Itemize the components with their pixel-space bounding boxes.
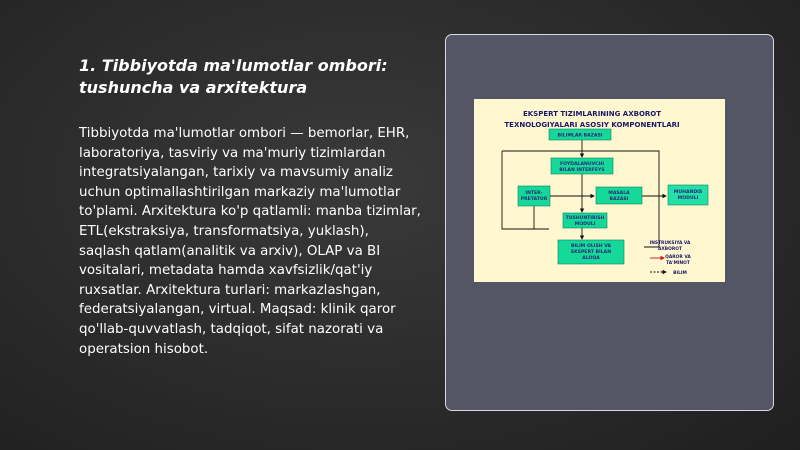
box-knowledge-acquisition-label-2: EKSPERT BILAN: [570, 250, 612, 255]
expert-system-diagram: [474, 99, 725, 282]
slide-title: 1. Tibbiyotda ma'lumotlar ombori: tushuncha va arxitektura: [79, 56, 388, 97]
box-knowledge-acquisition-label-1: BILIM OLISH VA: [570, 244, 612, 249]
diagram-title-line1: EKSPERT TIZIMLARINING AXBOROT: [522, 110, 662, 118]
legend-line-1: INSTRUKSIYA VA: [649, 241, 691, 246]
box-knowledge-base-label: BILIMLAR BAZASI: [557, 133, 603, 139]
box-explanation-module-label-1: TUSHUNTIRISH: [565, 216, 605, 221]
box-engineer-module: [668, 185, 708, 205]
legend-line-2: AXBOROT: [658, 247, 682, 252]
diagram-title-line2: TEXNOLOGIYALARI ASOSIY KOMPONENTLARI: [504, 121, 680, 129]
box-problem-base-label-1: MASALA: [608, 191, 630, 196]
box-user-interface-label-1: FOYDALANUVCHI: [559, 162, 605, 167]
box-user-interface-label-2: BILAN INTERFEYS: [559, 168, 605, 173]
box-knowledge-acquisition-label-3: ALOQA: [582, 256, 600, 261]
box-interpreter-label-1: INTER-: [525, 191, 543, 196]
box-problem-base-label-2: BAZASI: [609, 197, 629, 202]
slide-body-text: Tibbiyotda ma'lumotlar ombori — bemorlar, EHR, laboratoriya, tasviriy va ma'muriy tizimlardan integratsiyalangan, tarixiy va mavsumiy analiz uchun optimallashtirilgan markaziy ma'lumotlar to'plami. Arxitektura ko'p qatlamli: manba tizimlar, ETL(ekstraksiya, transformatsiya, yuklash), saqlash qatlam(analitik va arxiv), OLAP va BI vositalari, metadata hamda xavfsizlik/qat'iy ruxsatlar. Arxitektura turlari: markazlashgan, federatsiyalangan, virtual. Maqsad: klinik qaror qo'llab-quvvatlash, tadqiqot, sifat nazorati va operatsion hisobot.: [79, 126, 421, 357]
legend-line-5: BILIM: [673, 271, 687, 276]
legend-line-3: QAROR VA: [665, 255, 691, 260]
box-engineer-module-label-2: MODULI: [677, 196, 699, 201]
box-interpreter-label-2: PRETATOR: [520, 197, 548, 202]
legend-line-4: TA'MINOT: [666, 261, 690, 266]
box-engineer-module-label-1: MUHANDIS: [673, 190, 703, 195]
box-interpreter: [518, 186, 550, 206]
box-explanation-module-label-2: MODULI: [574, 222, 596, 227]
